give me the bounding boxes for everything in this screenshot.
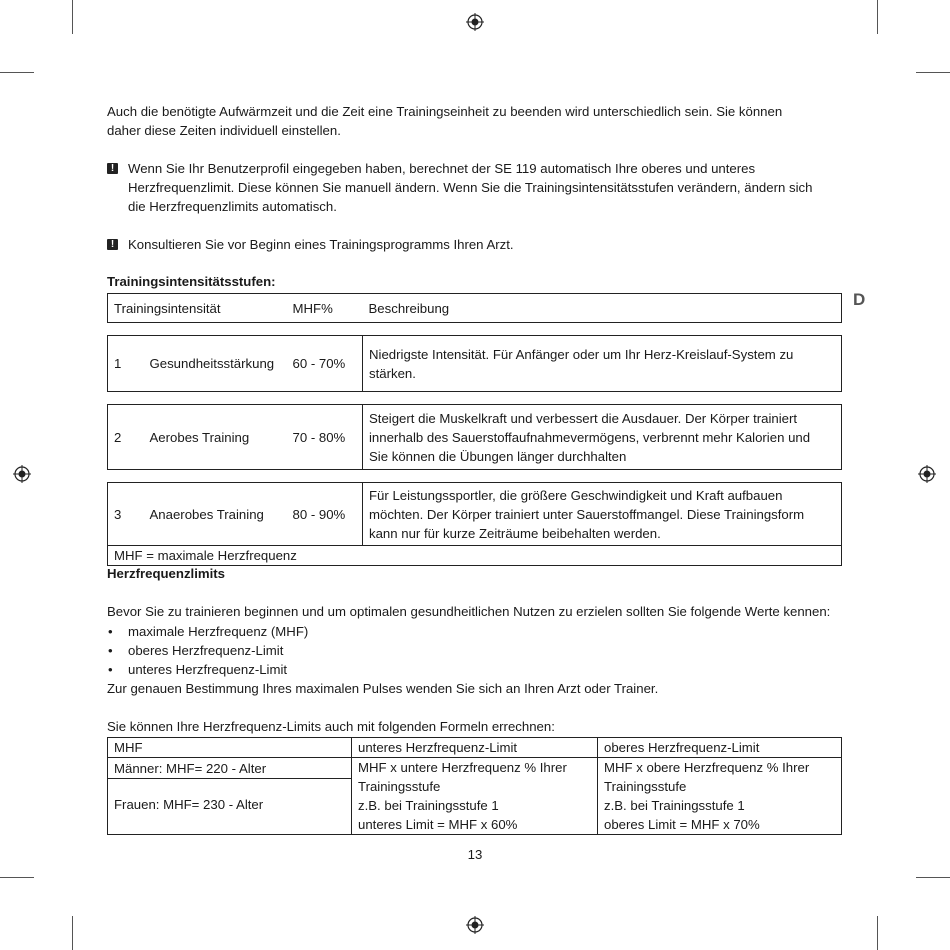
exclamation-icon: ! — [107, 239, 118, 250]
crop-mark — [916, 72, 950, 73]
note-line: Konsultieren Sie vor Beginn eines Trainingsprogramms Ihren Arzt. — [128, 237, 514, 252]
table-header-row — [108, 294, 842, 323]
registration-mark-icon — [466, 13, 484, 31]
crop-mark — [72, 0, 73, 34]
note-line: Herzfrequenzlimit. Diese können Sie manuell ändern. Wenn Sie die Trainingsintensitätsstufen verändern, ändern sich — [128, 180, 813, 195]
description-line: Sie können die Übungen länger durchhalten — [369, 448, 627, 464]
registration-mark-icon — [918, 465, 936, 483]
level-description — [363, 336, 842, 392]
description-line: innerhalb des Sauerstoffaufnahmevermögens, verbrennt mehr Kalorien und — [369, 429, 811, 445]
table-row — [108, 758, 842, 835]
list-item: • unteres Herzfrequenz-Limit — [107, 660, 308, 679]
level-name: Anaerobes Training — [144, 483, 287, 546]
level-number: 2 — [108, 405, 144, 470]
crop-mark — [916, 877, 950, 878]
header-upper-limit: oberes Herzfrequenz-Limit — [598, 738, 842, 758]
intensity-heading: Trainingsintensitätsstufen: — [107, 274, 276, 289]
level-number: 3 — [108, 483, 144, 546]
description-line: Niedrigste Intensität. Für Anfänger oder um Ihr Herz-Kreislauf-System zu — [369, 346, 794, 362]
intensity-table — [107, 293, 842, 566]
upper-limit-cell — [598, 758, 842, 835]
table-row — [108, 336, 842, 392]
description-line: Steigert die Muskelkraft und verbessert die Ausdauer. Der Körper trainiert — [369, 410, 798, 426]
exclamation-icon: ! — [107, 163, 118, 174]
registration-mark-icon — [13, 465, 31, 483]
limits-heading: Herzfrequenzlimits — [107, 566, 225, 581]
men-formula: Männer: MHF= 220 - Alter — [108, 758, 351, 779]
note-doctor — [128, 235, 848, 254]
level-name: Gesundheitsstärkung — [144, 336, 287, 392]
note-line: die Herzfrequenzlimits automatisch. — [128, 199, 337, 214]
level-number: 1 — [108, 336, 144, 392]
intro-paragraph — [107, 102, 782, 140]
table-header-row — [108, 738, 842, 758]
crop-mark — [0, 877, 34, 878]
level-description — [363, 483, 842, 546]
header-lower-limit: unteres Herzfrequenz-Limit — [352, 738, 598, 758]
level-name: Aerobes Training — [144, 405, 287, 470]
list-item: • oberes Herzfrequenz-Limit — [107, 641, 308, 660]
table-footnote-row — [108, 546, 842, 566]
formula-line: MHF x obere Herzfrequenz % Ihrer — [604, 760, 810, 775]
description-line: kann nur für kurze Zeiträume beibehalten werden. — [369, 525, 661, 541]
header-mhf: MHF% — [287, 294, 363, 323]
formula-line: z.B. bei Trainingsstufe 1 — [604, 798, 745, 813]
formula-line: Trainingsstufe — [358, 779, 441, 794]
intro-line: daher diese Zeiten individuell einstellen. — [107, 123, 341, 138]
language-tab: D — [853, 290, 866, 309]
women-formula: Frauen: MHF= 230 - Alter — [114, 797, 264, 812]
formula-line: z.B. bei Trainingsstufe 1 — [358, 798, 499, 813]
level-mhf: 60 - 70% — [287, 336, 363, 392]
formula-line: unteres Limit = MHF x 60% — [358, 817, 518, 832]
header-intensity: Trainingsintensität — [108, 294, 287, 323]
formula-line: MHF x untere Herzfrequenz % Ihrer — [358, 760, 567, 775]
table-row — [108, 405, 842, 470]
lower-limit-cell — [352, 758, 598, 835]
table-row — [108, 483, 842, 546]
limits-advice: Zur genauen Bestimmung Ihres maximalen Pulses wenden Sie sich an Ihren Arzt oder Trainer. — [107, 681, 659, 696]
crop-mark — [72, 916, 73, 950]
formula-line: oberes Limit = MHF x 70% — [604, 817, 760, 832]
formulas-intro: Sie können Ihre Herzfrequenz-Limits auch mit folgenden Formeln errechnen: — [107, 719, 555, 734]
crop-mark — [877, 0, 878, 34]
note-profile — [128, 159, 848, 216]
level-mhf: 80 - 90% — [287, 483, 363, 546]
note-line: Wenn Sie Ihr Benutzerprofil eingegeben haben, berechnet der SE 119 automatisch Ihre oberes und unteres — [128, 161, 756, 176]
limits-list — [107, 622, 308, 679]
limits-intro: Bevor Sie zu trainieren beginnen und um optimalen gesundheitlichen Nutzen zu erzielen sollten Sie folgende Werte kennen: — [107, 604, 831, 619]
list-item: • maximale Herzfrequenz (MHF) — [107, 622, 308, 641]
header-description: Beschreibung — [363, 294, 842, 323]
description-line: möchten. Der Körper trainiert unter Sauerstoffmangel. Diese Trainingsform — [369, 506, 805, 522]
formula-line: Trainingsstufe — [604, 779, 687, 794]
description-line: stärken. — [369, 365, 416, 381]
formulas-table — [107, 737, 842, 835]
mhf-formulas-cell — [108, 758, 352, 835]
header-mhf: MHF — [108, 738, 352, 758]
page-number: 13 — [467, 847, 483, 862]
registration-mark-icon — [466, 916, 484, 934]
level-description — [363, 405, 842, 470]
mhf-footnote: MHF = maximale Herzfrequenz — [108, 546, 842, 566]
description-line: Für Leistungssportler, die größere Geschwindigkeit und Kraft aufbauen — [369, 487, 783, 503]
level-mhf: 70 - 80% — [287, 405, 363, 470]
crop-mark — [0, 72, 34, 73]
intro-line: Auch die benötigte Aufwärmzeit und die Zeit eine Trainingseinheit zu beenden wird unterschiedlich sein. Sie können — [107, 104, 783, 119]
crop-mark — [877, 916, 878, 950]
